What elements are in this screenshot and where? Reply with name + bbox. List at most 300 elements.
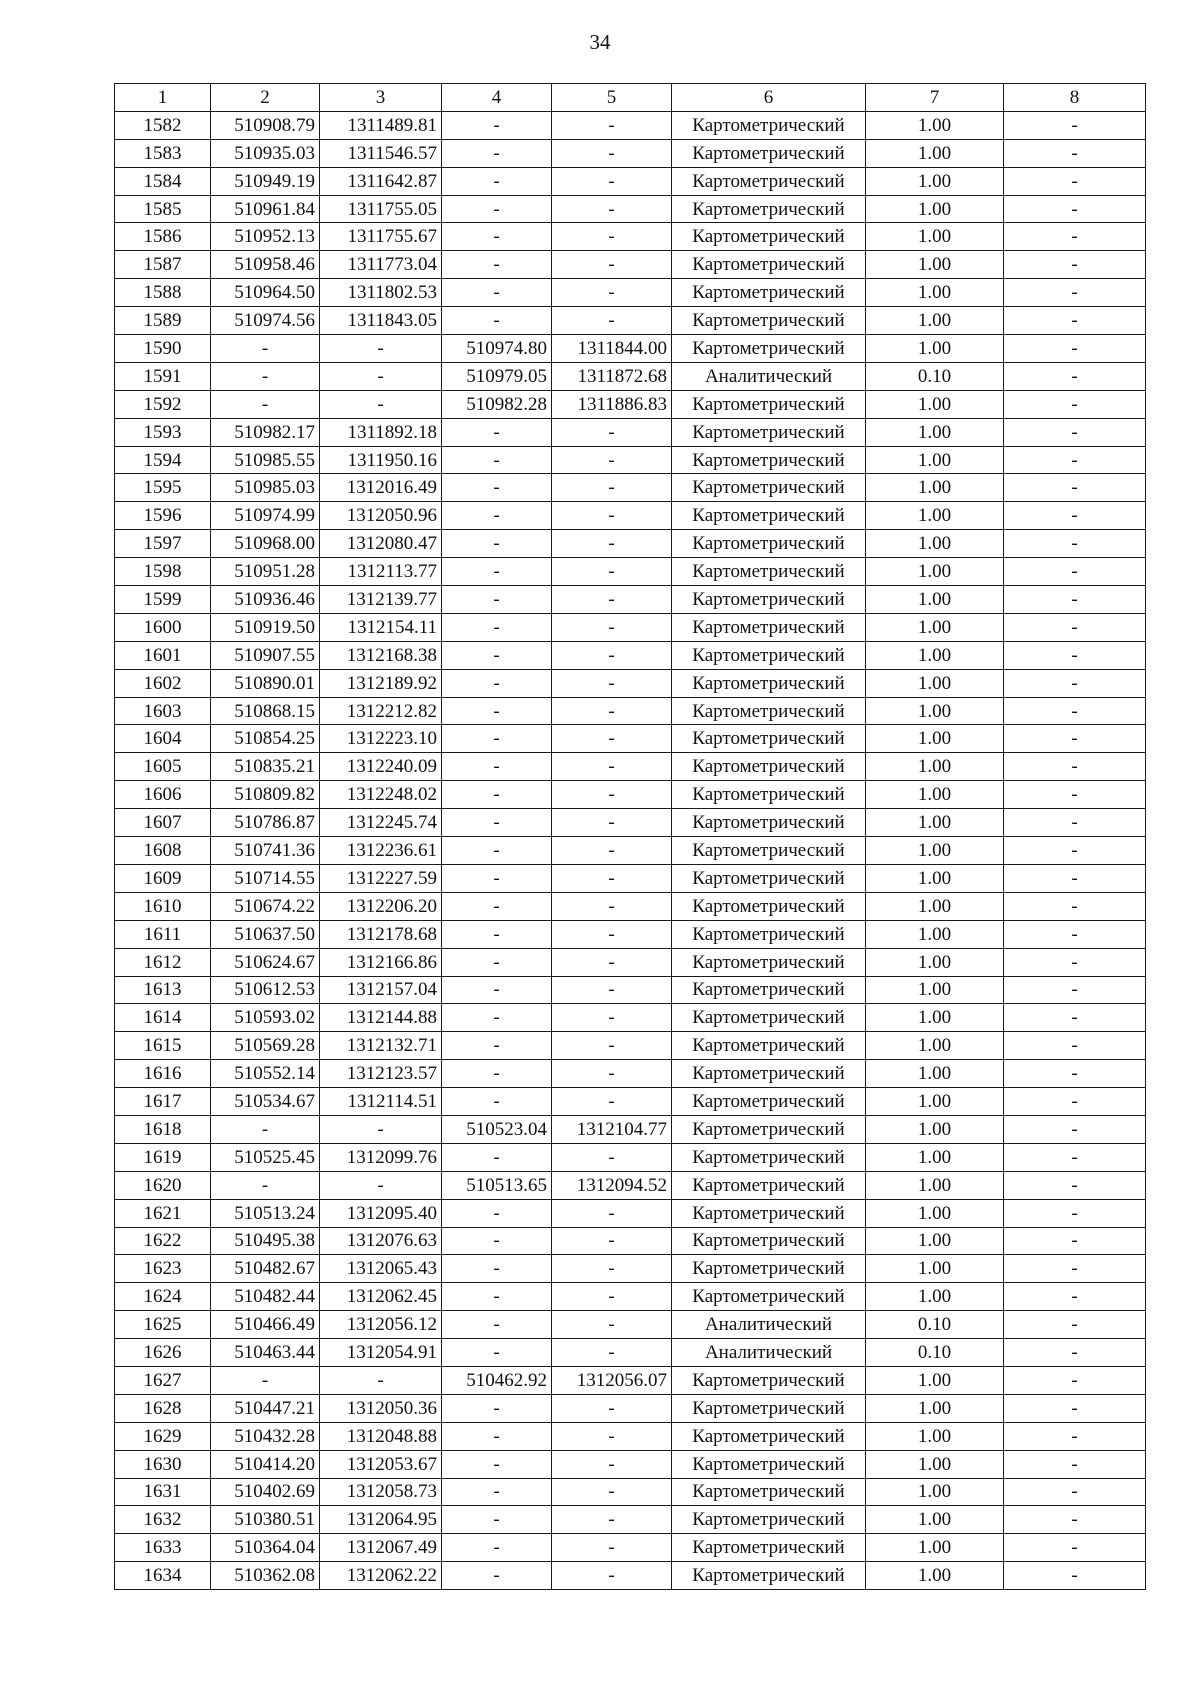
accuracy-cell: 1.00: [866, 1032, 1004, 1060]
y-coordinate-alt-cell: -: [552, 1311, 672, 1339]
point-number-cell: 1618: [115, 1115, 211, 1143]
method-cell: Картометрический: [672, 837, 866, 865]
accuracy-cell: 1.00: [866, 725, 1004, 753]
note-cell: -: [1004, 362, 1146, 390]
y-coordinate-alt-cell: -: [552, 474, 672, 502]
x-coordinate-cell: -: [211, 1171, 320, 1199]
note-cell: -: [1004, 502, 1146, 530]
y-coordinate-cell: 1312080.47: [320, 530, 442, 558]
method-cell: Картометрический: [672, 725, 866, 753]
table-row: [115, 1004, 1146, 1032]
y-coordinate-alt-cell: -: [552, 613, 672, 641]
method-cell: Картометрический: [672, 1088, 866, 1116]
y-coordinate-alt-cell: -: [552, 725, 672, 753]
point-number-cell: 1610: [115, 892, 211, 920]
y-coordinate-alt-cell: -: [552, 920, 672, 948]
point-number-cell: 1623: [115, 1255, 211, 1283]
x-coordinate-alt-cell: -: [442, 976, 552, 1004]
point-number-cell: 1619: [115, 1143, 211, 1171]
x-coordinate-alt-cell: -: [442, 837, 552, 865]
x-coordinate-cell: 510402.69: [211, 1478, 320, 1506]
y-coordinate-cell: 1312062.45: [320, 1283, 442, 1311]
table-row: [115, 948, 1146, 976]
note-cell: -: [1004, 223, 1146, 251]
method-cell: Картометрический: [672, 1143, 866, 1171]
y-coordinate-alt-cell: -: [552, 1255, 672, 1283]
x-coordinate-alt-cell: -: [442, 920, 552, 948]
x-coordinate-alt-cell: -: [442, 1199, 552, 1227]
column-header: 7: [866, 84, 1004, 112]
table-row: [115, 1171, 1146, 1199]
table-row: [115, 139, 1146, 167]
y-coordinate-cell: 1312144.88: [320, 1004, 442, 1032]
table-row: [115, 362, 1146, 390]
method-cell: Картометрический: [672, 1422, 866, 1450]
y-coordinate-alt-cell: 1312104.77: [552, 1115, 672, 1143]
table-row: [115, 837, 1146, 865]
method-cell: Картометрический: [672, 167, 866, 195]
x-coordinate-alt-cell: -: [442, 1422, 552, 1450]
method-cell: Картометрический: [672, 781, 866, 809]
method-cell: Картометрический: [672, 279, 866, 307]
point-number-cell: 1612: [115, 948, 211, 976]
x-coordinate-cell: 510534.67: [211, 1088, 320, 1116]
accuracy-cell: 1.00: [866, 1506, 1004, 1534]
x-coordinate-cell: 510868.15: [211, 697, 320, 725]
method-cell: Картометрический: [672, 1478, 866, 1506]
x-coordinate-alt-cell: -: [442, 1339, 552, 1367]
y-coordinate-alt-cell: -: [552, 892, 672, 920]
x-coordinate-cell: 510593.02: [211, 1004, 320, 1032]
note-cell: -: [1004, 1060, 1146, 1088]
x-coordinate-alt-cell: -: [442, 558, 552, 586]
method-cell: Картометрический: [672, 669, 866, 697]
table-row: [115, 1394, 1146, 1422]
y-coordinate-cell: 1311642.87: [320, 167, 442, 195]
table-row: [115, 753, 1146, 781]
method-cell: Картометрический: [672, 753, 866, 781]
accuracy-cell: 1.00: [866, 1060, 1004, 1088]
x-coordinate-alt-cell: -: [442, 1506, 552, 1534]
x-coordinate-alt-cell: 510974.80: [442, 335, 552, 363]
note-cell: -: [1004, 195, 1146, 223]
x-coordinate-cell: 510982.17: [211, 418, 320, 446]
accuracy-cell: 1.00: [866, 1171, 1004, 1199]
point-number-cell: 1608: [115, 837, 211, 865]
note-cell: -: [1004, 1032, 1146, 1060]
method-cell: Аналитический: [672, 1311, 866, 1339]
x-coordinate-cell: 510364.04: [211, 1534, 320, 1562]
x-coordinate-alt-cell: 510513.65: [442, 1171, 552, 1199]
note-cell: -: [1004, 335, 1146, 363]
table-body: [115, 111, 1146, 1589]
point-number-cell: 1592: [115, 390, 211, 418]
table-row: [115, 1115, 1146, 1143]
note-cell: -: [1004, 613, 1146, 641]
y-coordinate-cell: 1311802.53: [320, 279, 442, 307]
x-coordinate-alt-cell: -: [442, 948, 552, 976]
note-cell: -: [1004, 1478, 1146, 1506]
y-coordinate-alt-cell: -: [552, 1004, 672, 1032]
y-coordinate-cell: 1311489.81: [320, 111, 442, 139]
y-coordinate-alt-cell: -: [552, 669, 672, 697]
y-coordinate-alt-cell: 1311844.00: [552, 335, 672, 363]
accuracy-cell: 1.00: [866, 948, 1004, 976]
y-coordinate-cell: -: [320, 1366, 442, 1394]
x-coordinate-cell: 510414.20: [211, 1450, 320, 1478]
table-row: [115, 195, 1146, 223]
table-row: [115, 1255, 1146, 1283]
point-number-cell: 1620: [115, 1171, 211, 1199]
y-coordinate-alt-cell: -: [552, 781, 672, 809]
method-cell: Картометрический: [672, 474, 866, 502]
x-coordinate-cell: 510674.22: [211, 892, 320, 920]
table-row: [115, 1227, 1146, 1255]
note-cell: -: [1004, 530, 1146, 558]
point-number-cell: 1599: [115, 586, 211, 614]
point-number-cell: 1617: [115, 1088, 211, 1116]
point-number-cell: 1600: [115, 613, 211, 641]
method-cell: Картометрический: [672, 864, 866, 892]
y-coordinate-cell: 1312050.96: [320, 502, 442, 530]
accuracy-cell: 0.10: [866, 1311, 1004, 1339]
table-row: [115, 251, 1146, 279]
point-number-cell: 1621: [115, 1199, 211, 1227]
y-coordinate-alt-cell: -: [552, 558, 672, 586]
note-cell: -: [1004, 892, 1146, 920]
method-cell: Аналитический: [672, 362, 866, 390]
y-coordinate-cell: 1312132.71: [320, 1032, 442, 1060]
x-coordinate-alt-cell: -: [442, 781, 552, 809]
x-coordinate-cell: 510741.36: [211, 837, 320, 865]
accuracy-cell: 1.00: [866, 976, 1004, 1004]
x-coordinate-alt-cell: 510982.28: [442, 390, 552, 418]
point-number-cell: 1591: [115, 362, 211, 390]
method-cell: Картометрический: [672, 251, 866, 279]
x-coordinate-alt-cell: -: [442, 864, 552, 892]
y-coordinate-cell: 1312056.12: [320, 1311, 442, 1339]
note-cell: -: [1004, 418, 1146, 446]
x-coordinate-cell: 510919.50: [211, 613, 320, 641]
y-coordinate-alt-cell: -: [552, 223, 672, 251]
y-coordinate-cell: 1312168.38: [320, 641, 442, 669]
y-coordinate-cell: 1312245.74: [320, 809, 442, 837]
accuracy-cell: 1.00: [866, 1534, 1004, 1562]
x-coordinate-alt-cell: -: [442, 1450, 552, 1478]
method-cell: Картометрический: [672, 697, 866, 725]
y-coordinate-cell: 1312114.51: [320, 1088, 442, 1116]
note-cell: -: [1004, 474, 1146, 502]
note-cell: -: [1004, 1255, 1146, 1283]
note-cell: -: [1004, 307, 1146, 335]
table-row: [115, 864, 1146, 892]
table-row: [115, 669, 1146, 697]
x-coordinate-alt-cell: -: [442, 1143, 552, 1171]
table-row: [115, 1478, 1146, 1506]
x-coordinate-cell: 510463.44: [211, 1339, 320, 1367]
accuracy-cell: 1.00: [866, 1227, 1004, 1255]
x-coordinate-cell: 510809.82: [211, 781, 320, 809]
method-cell: Картометрический: [672, 111, 866, 139]
y-coordinate-alt-cell: -: [552, 502, 672, 530]
y-coordinate-cell: 1312223.10: [320, 725, 442, 753]
x-coordinate-cell: 510380.51: [211, 1506, 320, 1534]
point-number-cell: 1625: [115, 1311, 211, 1339]
x-coordinate-alt-cell: -: [442, 195, 552, 223]
column-header: 6: [672, 84, 866, 112]
x-coordinate-cell: 510907.55: [211, 641, 320, 669]
y-coordinate-alt-cell: -: [552, 1478, 672, 1506]
accuracy-cell: 1.00: [866, 474, 1004, 502]
table-row: [115, 613, 1146, 641]
x-coordinate-alt-cell: -: [442, 502, 552, 530]
x-coordinate-alt-cell: -: [442, 1004, 552, 1032]
y-coordinate-cell: 1312189.92: [320, 669, 442, 697]
accuracy-cell: 1.00: [866, 753, 1004, 781]
method-cell: Картометрический: [672, 1227, 866, 1255]
table-row: [115, 1506, 1146, 1534]
y-coordinate-cell: -: [320, 390, 442, 418]
y-coordinate-cell: -: [320, 335, 442, 363]
x-coordinate-alt-cell: -: [442, 251, 552, 279]
note-cell: -: [1004, 781, 1146, 809]
y-coordinate-cell: 1312016.49: [320, 474, 442, 502]
accuracy-cell: 1.00: [866, 1422, 1004, 1450]
x-coordinate-alt-cell: 510979.05: [442, 362, 552, 390]
y-coordinate-cell: 1311950.16: [320, 446, 442, 474]
x-coordinate-alt-cell: -: [442, 725, 552, 753]
x-coordinate-alt-cell: -: [442, 669, 552, 697]
y-coordinate-alt-cell: -: [552, 1506, 672, 1534]
note-cell: -: [1004, 586, 1146, 614]
accuracy-cell: 1.00: [866, 279, 1004, 307]
x-coordinate-cell: 510968.00: [211, 530, 320, 558]
x-coordinate-alt-cell: -: [442, 1394, 552, 1422]
y-coordinate-alt-cell: 1312094.52: [552, 1171, 672, 1199]
method-cell: Картометрический: [672, 335, 866, 363]
x-coordinate-alt-cell: -: [442, 223, 552, 251]
table-row: [115, 1339, 1146, 1367]
note-cell: -: [1004, 1450, 1146, 1478]
x-coordinate-cell: 510525.45: [211, 1143, 320, 1171]
method-cell: Картометрический: [672, 502, 866, 530]
accuracy-cell: 1.00: [866, 1283, 1004, 1311]
point-number-cell: 1583: [115, 139, 211, 167]
table-row: [115, 725, 1146, 753]
note-cell: -: [1004, 920, 1146, 948]
x-coordinate-cell: 510447.21: [211, 1394, 320, 1422]
point-number-cell: 1624: [115, 1283, 211, 1311]
point-number-cell: 1609: [115, 864, 211, 892]
y-coordinate-alt-cell: -: [552, 1534, 672, 1562]
table-row: [115, 586, 1146, 614]
method-cell: Картометрический: [672, 948, 866, 976]
accuracy-cell: 1.00: [866, 111, 1004, 139]
x-coordinate-alt-cell: -: [442, 1032, 552, 1060]
x-coordinate-cell: 510513.24: [211, 1199, 320, 1227]
y-coordinate-cell: 1312227.59: [320, 864, 442, 892]
table-row: [115, 335, 1146, 363]
x-coordinate-cell: 510985.03: [211, 474, 320, 502]
table-row: [115, 697, 1146, 725]
y-coordinate-alt-cell: -: [552, 111, 672, 139]
x-coordinate-alt-cell: 510462.92: [442, 1366, 552, 1394]
note-cell: -: [1004, 1506, 1146, 1534]
accuracy-cell: 1.00: [866, 139, 1004, 167]
table-row: [115, 279, 1146, 307]
y-coordinate-alt-cell: -: [552, 1032, 672, 1060]
point-number-cell: 1601: [115, 641, 211, 669]
y-coordinate-cell: 1312123.57: [320, 1060, 442, 1088]
y-coordinate-alt-cell: -: [552, 195, 672, 223]
point-number-cell: 1614: [115, 1004, 211, 1032]
note-cell: -: [1004, 1171, 1146, 1199]
accuracy-cell: 1.00: [866, 697, 1004, 725]
accuracy-cell: 1.00: [866, 1115, 1004, 1143]
accuracy-cell: 1.00: [866, 335, 1004, 363]
method-cell: Картометрический: [672, 1534, 866, 1562]
point-number-cell: 1613: [115, 976, 211, 1004]
x-coordinate-cell: 510552.14: [211, 1060, 320, 1088]
accuracy-cell: 1.00: [866, 223, 1004, 251]
accuracy-cell: 1.00: [866, 1562, 1004, 1590]
point-number-cell: 1615: [115, 1032, 211, 1060]
method-cell: Картометрический: [672, 1506, 866, 1534]
note-cell: -: [1004, 1088, 1146, 1116]
y-coordinate-cell: 1312067.49: [320, 1534, 442, 1562]
table-row: [115, 530, 1146, 558]
method-cell: Картометрический: [672, 307, 866, 335]
method-cell: Картометрический: [672, 892, 866, 920]
note-cell: -: [1004, 1115, 1146, 1143]
point-number-cell: 1611: [115, 920, 211, 948]
accuracy-cell: 1.00: [866, 1394, 1004, 1422]
y-coordinate-cell: 1312240.09: [320, 753, 442, 781]
point-number-cell: 1626: [115, 1339, 211, 1367]
x-coordinate-cell: -: [211, 1115, 320, 1143]
x-coordinate-alt-cell: -: [442, 1283, 552, 1311]
column-header: 3: [320, 84, 442, 112]
note-cell: -: [1004, 1004, 1146, 1032]
y-coordinate-cell: 1312062.22: [320, 1562, 442, 1590]
x-coordinate-cell: 510974.99: [211, 502, 320, 530]
accuracy-cell: 1.00: [866, 418, 1004, 446]
x-coordinate-cell: 510637.50: [211, 920, 320, 948]
x-coordinate-alt-cell: -: [442, 167, 552, 195]
method-cell: Картометрический: [672, 446, 866, 474]
y-coordinate-cell: 1312050.36: [320, 1394, 442, 1422]
x-coordinate-cell: 510835.21: [211, 753, 320, 781]
note-cell: -: [1004, 1143, 1146, 1171]
x-coordinate-alt-cell: -: [442, 809, 552, 837]
x-coordinate-alt-cell: -: [442, 530, 552, 558]
x-coordinate-cell: 510958.46: [211, 251, 320, 279]
x-coordinate-cell: 510624.67: [211, 948, 320, 976]
point-number-cell: 1616: [115, 1060, 211, 1088]
note-cell: -: [1004, 1534, 1146, 1562]
accuracy-cell: 1.00: [866, 195, 1004, 223]
method-cell: Аналитический: [672, 1339, 866, 1367]
y-coordinate-alt-cell: -: [552, 1339, 672, 1367]
accuracy-cell: 1.00: [866, 502, 1004, 530]
accuracy-cell: 1.00: [866, 530, 1004, 558]
x-coordinate-cell: 510854.25: [211, 725, 320, 753]
y-coordinate-alt-cell: -: [552, 1422, 672, 1450]
x-coordinate-alt-cell: -: [442, 139, 552, 167]
note-cell: -: [1004, 167, 1146, 195]
y-coordinate-alt-cell: -: [552, 1450, 672, 1478]
point-number-cell: 1590: [115, 335, 211, 363]
table-row: [115, 558, 1146, 586]
y-coordinate-alt-cell: -: [552, 307, 672, 335]
note-cell: -: [1004, 279, 1146, 307]
point-number-cell: 1584: [115, 167, 211, 195]
point-number-cell: 1602: [115, 669, 211, 697]
point-number-cell: 1588: [115, 279, 211, 307]
x-coordinate-alt-cell: -: [442, 418, 552, 446]
accuracy-cell: 1.00: [866, 1004, 1004, 1032]
note-cell: -: [1004, 1394, 1146, 1422]
y-coordinate-alt-cell: -: [552, 976, 672, 1004]
x-coordinate-alt-cell: -: [442, 111, 552, 139]
table-row: [115, 920, 1146, 948]
point-number-cell: 1594: [115, 446, 211, 474]
y-coordinate-alt-cell: -: [552, 586, 672, 614]
accuracy-cell: 1.00: [866, 1366, 1004, 1394]
note-cell: -: [1004, 641, 1146, 669]
table-row: [115, 1311, 1146, 1339]
y-coordinate-cell: 1312212.82: [320, 697, 442, 725]
method-cell: Картометрический: [672, 139, 866, 167]
x-coordinate-cell: 510908.79: [211, 111, 320, 139]
table-row: [115, 1143, 1146, 1171]
x-coordinate-cell: 510890.01: [211, 669, 320, 697]
point-number-cell: 1632: [115, 1506, 211, 1534]
y-coordinate-cell: -: [320, 362, 442, 390]
note-cell: -: [1004, 1199, 1146, 1227]
accuracy-cell: 1.00: [866, 892, 1004, 920]
table-row: [115, 502, 1146, 530]
coordinates-table: [114, 83, 1146, 1590]
point-number-cell: 1622: [115, 1227, 211, 1255]
accuracy-cell: 0.10: [866, 362, 1004, 390]
table-row: [115, 641, 1146, 669]
note-cell: -: [1004, 725, 1146, 753]
y-coordinate-cell: 1311546.57: [320, 139, 442, 167]
note-cell: -: [1004, 669, 1146, 697]
y-coordinate-alt-cell: -: [552, 1394, 672, 1422]
x-coordinate-cell: 510569.28: [211, 1032, 320, 1060]
x-coordinate-cell: -: [211, 1366, 320, 1394]
note-cell: -: [1004, 753, 1146, 781]
table-row: [115, 1366, 1146, 1394]
x-coordinate-cell: 510935.03: [211, 139, 320, 167]
x-coordinate-alt-cell: 510523.04: [442, 1115, 552, 1143]
method-cell: Картометрический: [672, 976, 866, 1004]
note-cell: -: [1004, 1422, 1146, 1450]
header-row: [115, 84, 1146, 112]
y-coordinate-alt-cell: 1311872.68: [552, 362, 672, 390]
y-coordinate-alt-cell: -: [552, 641, 672, 669]
x-coordinate-alt-cell: -: [442, 1478, 552, 1506]
y-coordinate-cell: -: [320, 1115, 442, 1143]
note-cell: -: [1004, 446, 1146, 474]
y-coordinate-alt-cell: -: [552, 1227, 672, 1255]
x-coordinate-cell: 510432.28: [211, 1422, 320, 1450]
y-coordinate-cell: 1312064.95: [320, 1506, 442, 1534]
method-cell: Картометрический: [672, 1060, 866, 1088]
y-coordinate-alt-cell: 1312056.07: [552, 1366, 672, 1394]
